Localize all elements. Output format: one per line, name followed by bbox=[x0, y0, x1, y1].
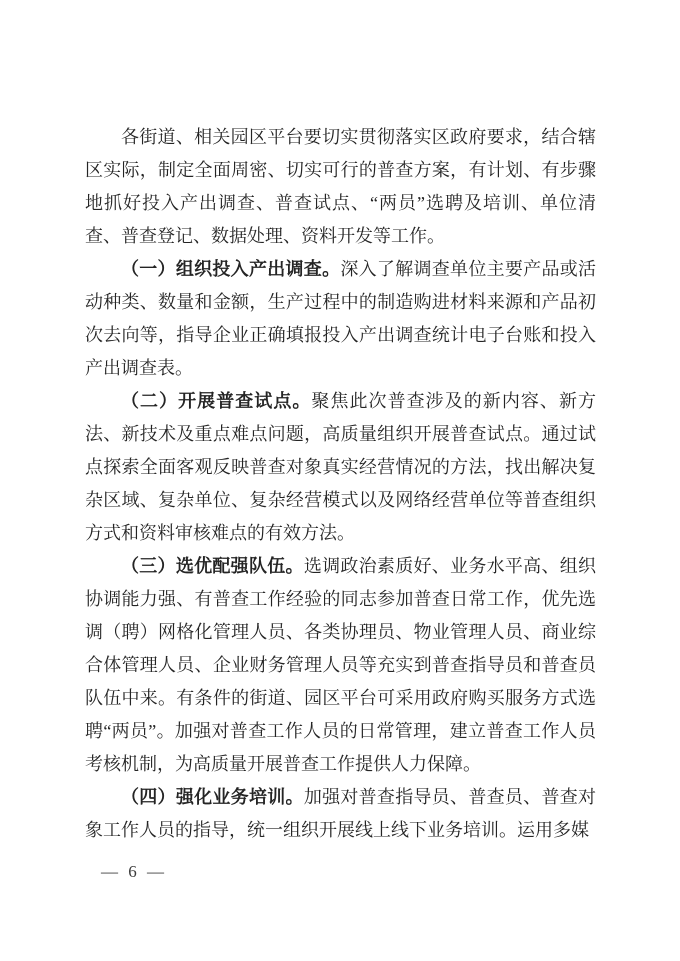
paragraph-section-4 bbox=[85, 781, 596, 847]
paragraph-section-1 bbox=[85, 253, 596, 385]
section-3-heading: （三）选优配强队伍。 bbox=[121, 556, 304, 576]
section-2-text: 聚焦此次普查涉及的新内容、新方法、新技术及重点难点问题，高质量组织开展普查试点。通过试点探索全面客观反映普查对象真实经营情况的方法，找出解决复杂区域、复杂单位、复杂经营模式以及网络经营单位等普查组织方式和资料审核难点的有效方法。 bbox=[85, 391, 597, 543]
document-body bbox=[85, 121, 596, 847]
section-2-heading: （二）开展普查试点。 bbox=[121, 391, 312, 411]
page-number: — 6 — bbox=[101, 862, 167, 881]
paragraph-intro bbox=[85, 121, 596, 253]
section-1-heading: （一）组织投入产出调查。 bbox=[121, 259, 341, 279]
section-4-heading: （四）强化业务培训。 bbox=[121, 787, 304, 807]
paragraph-intro-text: 各街道、相关园区平台要切实贯彻落实区政府要求，结合辖区实际，制定全面周密、切实可行的普查方案，有计划、有步骤地抓好投入产出调查、普查试点、“两员”选聘及培训、单位清查、普查登记、数据处理、资料开发等工作。 bbox=[85, 127, 596, 246]
paragraph-section-2 bbox=[85, 385, 596, 550]
section-1-text: 深入了解调查单位主要产品或活动种类、数量和金额，生产过程中的制造购进材料来源和产品初次去向等，指导企业正确填报投入产出调查统计电子台账和投入产出调查表。 bbox=[85, 259, 596, 378]
section-4-text: 加强对普查指导员、普查员、普查对象工作人员的指导，统一组织开展线上线下业务培训。运用多媒 bbox=[85, 787, 597, 840]
section-3-text: 选调政治素质好、业务水平高、组织协调能力强、有普查工作经验的同志参加普查日常工作，优先选调（聘）网格化管理人员、各类协理员、物业管理人员、商业综合体管理人员、企业财务管理人员等充实到普查指导员和普查员队伍中来。有条件的街道、园区平台可采用政府购买服务方式选聘“两员”。加强对普查工作人员的日常管理，建立普查工作人员考核机制，为高质量开展普查工作提供人力保障。 bbox=[85, 556, 597, 774]
paragraph-section-3 bbox=[85, 550, 596, 781]
